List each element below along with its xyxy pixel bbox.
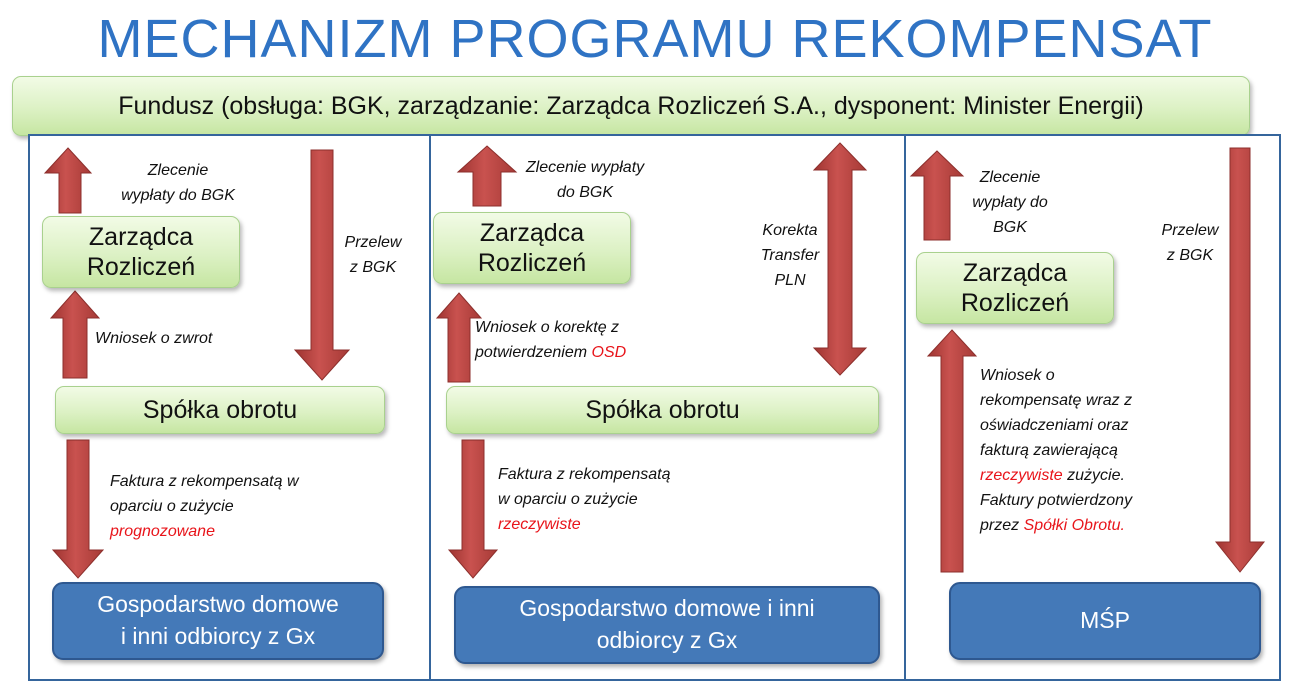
request-text-3a: Wniosek o rekompensatę wraz z oświadczeniami oraz fakturą zawierającą — [980, 367, 1133, 459]
request-text-3c: Faktury potwierdzony — [980, 492, 1133, 509]
arrow-p2-invoice-down — [449, 440, 497, 578]
request-text-2: Wniosek o korektę z potwierdzeniem — [475, 319, 620, 361]
request-highlight-3a: rzeczywiste — [980, 467, 1063, 484]
invoice-highlight-1: prognozowane — [110, 523, 215, 540]
label-correction-2: Korekta Transfer PLN — [760, 222, 820, 289]
label-transfer-3: Przelew z BGK — [1161, 222, 1219, 264]
manager-box-1: Zarządca Rozliczeń — [42, 216, 240, 288]
recipient-box-2: Gospodarstwo domowe i inni odbiorcy z Gx — [454, 586, 880, 664]
invoice-text-1: Faktura z rekompensatą w oparciu o zużycie — [110, 473, 299, 515]
manager-box-3: Zarządca Rozliczeń — [916, 252, 1114, 324]
label-order-3: Zlecenie wypłaty do BGK — [972, 169, 1048, 236]
arrow-p1-invoice-down — [53, 440, 103, 578]
request-text-3b: zużycie. — [1062, 467, 1125, 484]
recipient-box-1: Gospodarstwo domowe i inni odbiorcy z Gx — [52, 582, 384, 660]
invoice-text-2: Faktura z rekompensatą w oparciu o zużycie — [498, 466, 671, 508]
request-text-3d: przez — [980, 517, 1024, 534]
label-order-1: Zlecenie wypłaty do BGK — [121, 162, 235, 204]
invoice-highlight-2: rzeczywiste — [498, 516, 581, 533]
arrow-p1-order-up — [45, 148, 91, 213]
label-request-1: Wniosek o zwrot — [95, 330, 213, 347]
trading-company-box-1: Spółka obrotu — [55, 386, 385, 434]
request-highlight-2: OSD — [591, 344, 627, 361]
trading-company-box-2: Spółka obrotu — [446, 386, 879, 434]
arrow-p3-request-up — [928, 330, 976, 572]
label-order-2: Zlecenie wypłaty do BGK — [525, 159, 645, 201]
label-invoice-1 — [110, 469, 370, 544]
request-highlight-3b: Spółki Obrotu. — [1023, 517, 1125, 534]
label-transfer-1: Przelew z BGK — [344, 234, 402, 276]
recipient-box-3: MŚP — [949, 582, 1261, 660]
label-invoice-2 — [498, 462, 738, 537]
manager-box-2: Zarządca Rozliczeń — [433, 212, 631, 284]
arrow-p1-request-up — [51, 291, 99, 378]
arrow-p3-transfer-down — [1216, 148, 1264, 572]
page-title: MECHANIZM PROGRAMU REKOMPENSAT — [97, 9, 1213, 69]
label-request-2 — [475, 315, 715, 365]
label-request-3 — [980, 363, 1220, 538]
fund-box: Fundusz (obsługa: BGK, zarządzanie: Zarządca Rozliczeń S.A., dysponent: Minister Energii) — [12, 76, 1250, 136]
